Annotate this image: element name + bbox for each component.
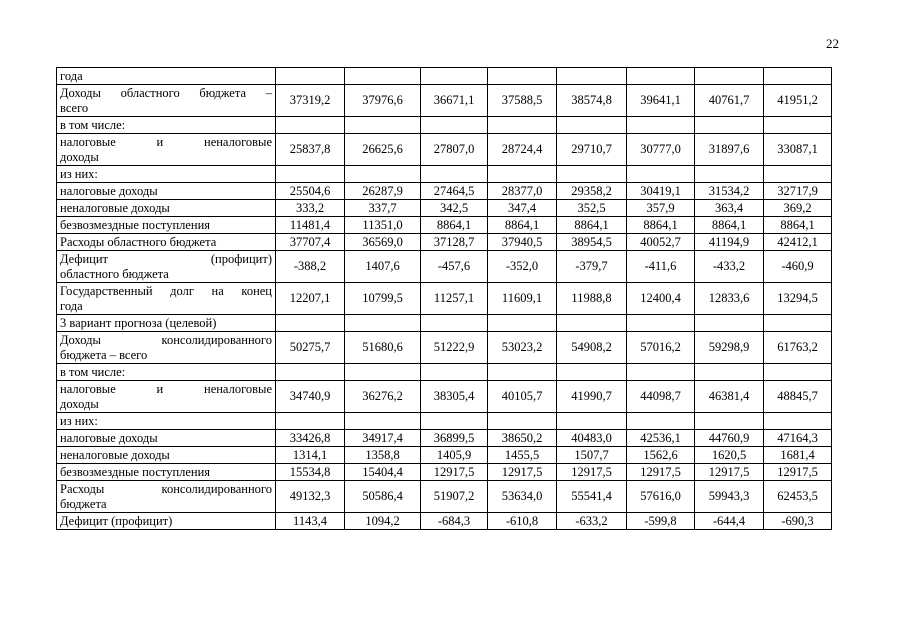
value-cell: 357,9 bbox=[627, 200, 695, 217]
value-cell: 1358,8 bbox=[345, 447, 421, 464]
value-cell: 12917,5 bbox=[695, 464, 764, 481]
table-row bbox=[57, 166, 832, 183]
value-cell bbox=[557, 364, 627, 381]
table-row bbox=[57, 183, 832, 200]
value-cell bbox=[421, 166, 488, 183]
value-cell bbox=[276, 413, 345, 430]
value-cell: 27464,5 bbox=[421, 183, 488, 200]
row-label bbox=[57, 283, 276, 315]
row-label-line: бюджета – всего bbox=[60, 347, 148, 362]
value-cell: 11481,4 bbox=[276, 217, 345, 234]
value-cell: 12917,5 bbox=[627, 464, 695, 481]
row-label-line: из них: bbox=[60, 166, 98, 181]
value-cell: 59943,3 bbox=[695, 481, 764, 513]
value-cell: 29358,2 bbox=[557, 183, 627, 200]
value-cell bbox=[276, 68, 345, 85]
value-cell: 53634,0 bbox=[488, 481, 557, 513]
value-cell: 352,5 bbox=[557, 200, 627, 217]
value-cell: -684,3 bbox=[421, 513, 488, 530]
row-label-line: неналоговые доходы bbox=[60, 200, 170, 215]
value-cell: 40052,7 bbox=[627, 234, 695, 251]
value-cell: 1094,2 bbox=[345, 513, 421, 530]
row-label bbox=[57, 85, 276, 117]
table-row bbox=[57, 430, 832, 447]
value-cell: 37940,5 bbox=[488, 234, 557, 251]
table-row bbox=[57, 251, 832, 283]
value-cell bbox=[345, 117, 421, 134]
table-row bbox=[57, 85, 832, 117]
value-cell: -610,8 bbox=[488, 513, 557, 530]
value-cell: 11351,0 bbox=[345, 217, 421, 234]
row-label-line: областного бюджета bbox=[60, 266, 169, 281]
table-row bbox=[57, 413, 832, 430]
value-cell: -599,8 bbox=[627, 513, 695, 530]
value-cell bbox=[488, 413, 557, 430]
value-cell bbox=[627, 166, 695, 183]
value-cell: 62453,5 bbox=[764, 481, 832, 513]
value-cell bbox=[276, 364, 345, 381]
value-cell: 42412,1 bbox=[764, 234, 832, 251]
row-label bbox=[57, 464, 276, 481]
row-label bbox=[57, 381, 276, 413]
value-cell: 27807,0 bbox=[421, 134, 488, 166]
value-cell: 36276,2 bbox=[345, 381, 421, 413]
row-label bbox=[57, 117, 276, 134]
value-cell: 37588,5 bbox=[488, 85, 557, 117]
value-cell: 8864,1 bbox=[627, 217, 695, 234]
value-cell: 51680,6 bbox=[345, 332, 421, 364]
value-cell: 47164,3 bbox=[764, 430, 832, 447]
row-label bbox=[57, 447, 276, 464]
row-label-line: Расходы областного бюджета bbox=[60, 234, 217, 249]
row-label bbox=[57, 251, 276, 283]
value-cell bbox=[276, 315, 345, 332]
row-label-line: безвозмездные поступления bbox=[60, 217, 211, 232]
value-cell bbox=[421, 364, 488, 381]
value-cell: 31534,2 bbox=[695, 183, 764, 200]
value-cell: -352,0 bbox=[488, 251, 557, 283]
table-row bbox=[57, 200, 832, 217]
row-label-line: из них: bbox=[60, 413, 98, 428]
row-label-line: неналоговые доходы bbox=[60, 447, 170, 462]
row-label-line: в том числе: bbox=[60, 364, 126, 379]
row-label-line: Доходы консолидированного bbox=[60, 333, 272, 347]
table-row bbox=[57, 364, 832, 381]
value-cell: 42536,1 bbox=[627, 430, 695, 447]
value-cell bbox=[421, 117, 488, 134]
value-cell bbox=[627, 68, 695, 85]
value-cell: 39641,1 bbox=[627, 85, 695, 117]
value-cell: 11257,1 bbox=[421, 283, 488, 315]
row-label-line: Доходы областного бюджета – bbox=[60, 86, 272, 100]
value-cell: 1455,5 bbox=[488, 447, 557, 464]
value-cell: 53023,2 bbox=[488, 332, 557, 364]
row-label bbox=[57, 315, 276, 332]
row-label-line: налоговые доходы bbox=[60, 183, 158, 198]
value-cell bbox=[695, 315, 764, 332]
value-cell bbox=[695, 117, 764, 134]
value-cell: 37976,6 bbox=[345, 85, 421, 117]
value-cell: 1620,5 bbox=[695, 447, 764, 464]
value-cell bbox=[421, 315, 488, 332]
table-row bbox=[57, 447, 832, 464]
value-cell: 1507,7 bbox=[557, 447, 627, 464]
value-cell: 55541,4 bbox=[557, 481, 627, 513]
value-cell: 1314,1 bbox=[276, 447, 345, 464]
table-row bbox=[57, 217, 832, 234]
value-cell bbox=[627, 413, 695, 430]
value-cell: 54908,2 bbox=[557, 332, 627, 364]
value-cell bbox=[557, 166, 627, 183]
value-cell bbox=[488, 68, 557, 85]
value-cell: 8864,1 bbox=[695, 217, 764, 234]
value-cell: 8864,1 bbox=[421, 217, 488, 234]
value-cell bbox=[488, 364, 557, 381]
value-cell: 11988,8 bbox=[557, 283, 627, 315]
row-label-line: налоговые и неналоговые bbox=[60, 382, 272, 396]
table-row bbox=[57, 315, 832, 332]
table-row bbox=[57, 481, 832, 513]
value-cell bbox=[695, 68, 764, 85]
value-cell: 34917,4 bbox=[345, 430, 421, 447]
value-cell: 40483,0 bbox=[557, 430, 627, 447]
value-cell bbox=[345, 68, 421, 85]
value-cell: 44760,9 bbox=[695, 430, 764, 447]
value-cell: 30419,1 bbox=[627, 183, 695, 200]
row-label bbox=[57, 413, 276, 430]
value-cell: 10799,5 bbox=[345, 283, 421, 315]
table-row bbox=[57, 464, 832, 481]
value-cell: 49132,3 bbox=[276, 481, 345, 513]
value-cell: -457,6 bbox=[421, 251, 488, 283]
table-row bbox=[57, 513, 832, 530]
value-cell: 12917,5 bbox=[764, 464, 832, 481]
row-label-line: Дефицит (профицит) bbox=[60, 513, 173, 528]
value-cell: 342,5 bbox=[421, 200, 488, 217]
value-cell: 33426,8 bbox=[276, 430, 345, 447]
value-cell: 41951,2 bbox=[764, 85, 832, 117]
value-cell: 12917,5 bbox=[488, 464, 557, 481]
value-cell: -460,9 bbox=[764, 251, 832, 283]
value-cell: 28377,0 bbox=[488, 183, 557, 200]
row-label bbox=[57, 183, 276, 200]
value-cell: 8864,1 bbox=[764, 217, 832, 234]
table-row bbox=[57, 68, 832, 85]
value-cell: 32717,9 bbox=[764, 183, 832, 200]
value-cell: 347,4 bbox=[488, 200, 557, 217]
value-cell: 59298,9 bbox=[695, 332, 764, 364]
value-cell bbox=[764, 413, 832, 430]
value-cell bbox=[764, 166, 832, 183]
value-cell bbox=[488, 117, 557, 134]
value-cell: 36671,1 bbox=[421, 85, 488, 117]
value-cell: 51907,2 bbox=[421, 481, 488, 513]
value-cell bbox=[557, 413, 627, 430]
value-cell: 15404,4 bbox=[345, 464, 421, 481]
row-label bbox=[57, 68, 276, 85]
value-cell: 57616,0 bbox=[627, 481, 695, 513]
value-cell: 38305,4 bbox=[421, 381, 488, 413]
value-cell: 15534,8 bbox=[276, 464, 345, 481]
row-label bbox=[57, 430, 276, 447]
value-cell: 51222,9 bbox=[421, 332, 488, 364]
value-cell bbox=[421, 413, 488, 430]
row-label bbox=[57, 513, 276, 530]
value-cell: 50275,7 bbox=[276, 332, 345, 364]
value-cell bbox=[276, 166, 345, 183]
row-label-line: доходы bbox=[60, 396, 99, 411]
row-label-line: доходы bbox=[60, 149, 99, 164]
value-cell: 1681,4 bbox=[764, 447, 832, 464]
table-row bbox=[57, 283, 832, 315]
value-cell bbox=[488, 166, 557, 183]
row-label-line: всего bbox=[60, 100, 89, 115]
row-label-line: года bbox=[60, 298, 83, 313]
value-cell: 44098,7 bbox=[627, 381, 695, 413]
value-cell: 333,2 bbox=[276, 200, 345, 217]
value-cell: 61763,2 bbox=[764, 332, 832, 364]
row-label bbox=[57, 134, 276, 166]
value-cell bbox=[557, 315, 627, 332]
value-cell bbox=[557, 68, 627, 85]
value-cell: 37319,2 bbox=[276, 85, 345, 117]
row-label-line: Дефицит (профицит) bbox=[60, 252, 272, 266]
value-cell: 40761,7 bbox=[695, 85, 764, 117]
value-cell: 38954,5 bbox=[557, 234, 627, 251]
row-label bbox=[57, 332, 276, 364]
value-cell bbox=[345, 413, 421, 430]
row-label bbox=[57, 200, 276, 217]
table-row bbox=[57, 234, 832, 251]
value-cell: -644,4 bbox=[695, 513, 764, 530]
value-cell bbox=[345, 364, 421, 381]
value-cell: 41990,7 bbox=[557, 381, 627, 413]
value-cell: 12207,1 bbox=[276, 283, 345, 315]
value-cell: 25504,6 bbox=[276, 183, 345, 200]
value-cell bbox=[764, 117, 832, 134]
value-cell: 37707,4 bbox=[276, 234, 345, 251]
value-cell: 1407,6 bbox=[345, 251, 421, 283]
row-label bbox=[57, 481, 276, 513]
value-cell bbox=[627, 315, 695, 332]
row-label bbox=[57, 234, 276, 251]
value-cell: 12400,4 bbox=[627, 283, 695, 315]
value-cell bbox=[764, 68, 832, 85]
value-cell: 1562,6 bbox=[627, 447, 695, 464]
value-cell bbox=[764, 364, 832, 381]
row-label-line: 3 вариант прогноза (целевой) bbox=[60, 315, 217, 330]
value-cell: 337,7 bbox=[345, 200, 421, 217]
value-cell: 36899,5 bbox=[421, 430, 488, 447]
value-cell: -433,2 bbox=[695, 251, 764, 283]
value-cell bbox=[276, 117, 345, 134]
row-label-line: в том числе: bbox=[60, 117, 126, 132]
value-cell bbox=[764, 315, 832, 332]
value-cell: -411,6 bbox=[627, 251, 695, 283]
value-cell: 48845,7 bbox=[764, 381, 832, 413]
row-label-line: бюджета bbox=[60, 496, 107, 511]
value-cell: 25837,8 bbox=[276, 134, 345, 166]
value-cell: 38574,8 bbox=[557, 85, 627, 117]
value-cell bbox=[627, 364, 695, 381]
value-cell: 28724,4 bbox=[488, 134, 557, 166]
value-cell bbox=[627, 117, 695, 134]
value-cell: 34740,9 bbox=[276, 381, 345, 413]
value-cell: 41194,9 bbox=[695, 234, 764, 251]
row-label bbox=[57, 364, 276, 381]
value-cell: 363,4 bbox=[695, 200, 764, 217]
table-row bbox=[57, 134, 832, 166]
value-cell: 8864,1 bbox=[488, 217, 557, 234]
value-cell: 46381,4 bbox=[695, 381, 764, 413]
value-cell: 26287,9 bbox=[345, 183, 421, 200]
table-row bbox=[57, 381, 832, 413]
value-cell bbox=[421, 68, 488, 85]
value-cell: 12917,5 bbox=[421, 464, 488, 481]
table-row bbox=[57, 117, 832, 134]
value-cell bbox=[695, 364, 764, 381]
value-cell: 29710,7 bbox=[557, 134, 627, 166]
value-cell: 40105,7 bbox=[488, 381, 557, 413]
page-number: 22 bbox=[826, 36, 839, 51]
value-cell: 1143,4 bbox=[276, 513, 345, 530]
table-row bbox=[57, 332, 832, 364]
value-cell bbox=[345, 166, 421, 183]
value-cell: 369,2 bbox=[764, 200, 832, 217]
value-cell: 1405,9 bbox=[421, 447, 488, 464]
row-label-line: безвозмездные поступления bbox=[60, 464, 211, 479]
value-cell: 36569,0 bbox=[345, 234, 421, 251]
row-label-line: налоговые и неналоговые bbox=[60, 135, 272, 149]
value-cell: 57016,2 bbox=[627, 332, 695, 364]
budget-forecast-table bbox=[56, 67, 832, 530]
value-cell: 50586,4 bbox=[345, 481, 421, 513]
row-label bbox=[57, 217, 276, 234]
value-cell: 38650,2 bbox=[488, 430, 557, 447]
value-cell: 37128,7 bbox=[421, 234, 488, 251]
value-cell: -379,7 bbox=[557, 251, 627, 283]
row-label bbox=[57, 166, 276, 183]
value-cell bbox=[557, 117, 627, 134]
value-cell bbox=[345, 315, 421, 332]
value-cell: 8864,1 bbox=[557, 217, 627, 234]
value-cell bbox=[488, 315, 557, 332]
value-cell: 13294,5 bbox=[764, 283, 832, 315]
value-cell: 12917,5 bbox=[557, 464, 627, 481]
row-label-line: Расходы консолидированного bbox=[60, 482, 272, 496]
value-cell: 33087,1 bbox=[764, 134, 832, 166]
value-cell: 26625,6 bbox=[345, 134, 421, 166]
value-cell: 12833,6 bbox=[695, 283, 764, 315]
row-label-line: года bbox=[60, 68, 83, 83]
value-cell: 30777,0 bbox=[627, 134, 695, 166]
value-cell: -690,3 bbox=[764, 513, 832, 530]
value-cell: 11609,1 bbox=[488, 283, 557, 315]
value-cell bbox=[695, 413, 764, 430]
value-cell bbox=[695, 166, 764, 183]
row-label-line: налоговые доходы bbox=[60, 430, 158, 445]
value-cell: -633,2 bbox=[557, 513, 627, 530]
value-cell: -388,2 bbox=[276, 251, 345, 283]
row-label-line: Государственный долг на конец bbox=[60, 284, 272, 298]
value-cell: 31897,6 bbox=[695, 134, 764, 166]
